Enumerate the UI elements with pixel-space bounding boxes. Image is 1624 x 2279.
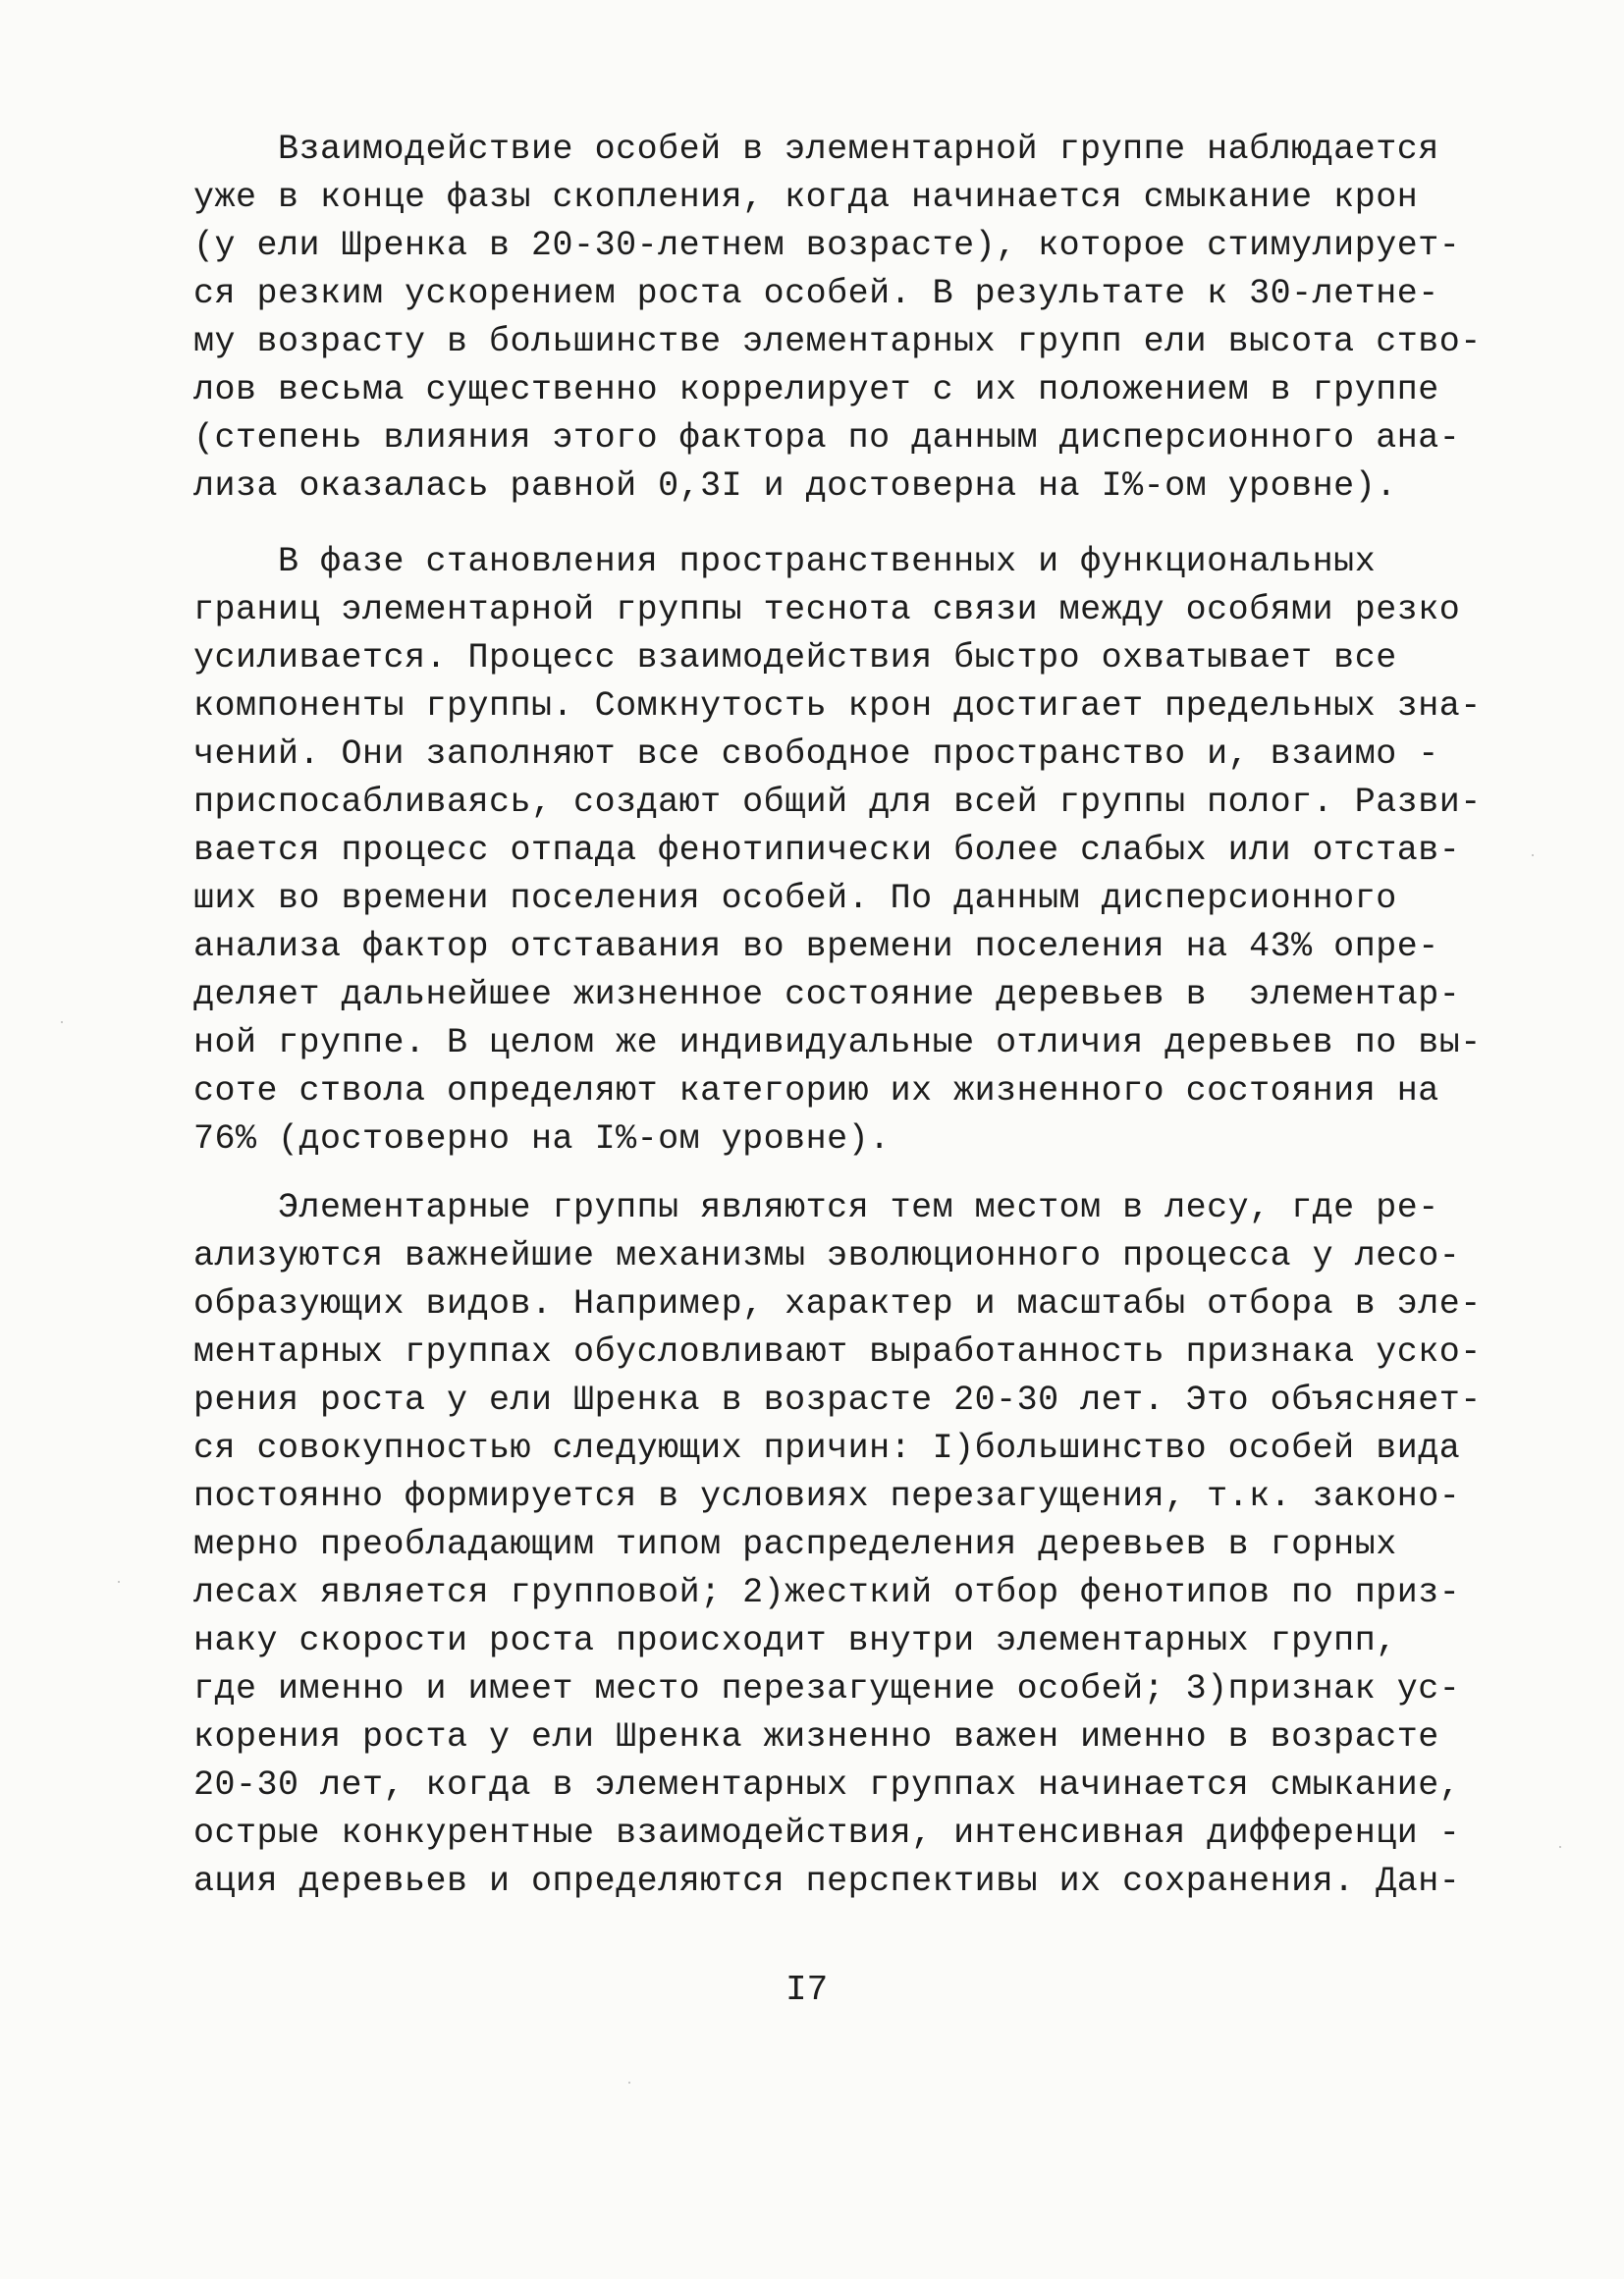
text-line: корения роста у ели Шренка жизненно важен именно в возрасте — [193, 1717, 1439, 1757]
scan-speck — [61, 1021, 63, 1023]
text-line: компоненты группы. Сомкнутость крон достигает предельных зна- — [193, 686, 1482, 726]
text-line: анализа фактор отставания во времени поселения на 43% опре- — [193, 927, 1439, 966]
text-line: ся резким ускорением роста особей. В результате к 30-летне- — [193, 274, 1439, 313]
text-line: лов весьма существенно коррелирует с их положением в группе — [193, 370, 1439, 409]
text-line: Элементарные группы являются тем местом в лесу, где ре- — [193, 1188, 1439, 1227]
scan-speck — [628, 2082, 630, 2084]
text-line: ся совокупностью следующих причин: I)большинство особей вида — [193, 1429, 1461, 1468]
text-line: уже в конце фазы скопления, когда начинается смыкание крон — [193, 178, 1419, 217]
text-line: ализуются важнейшие механизмы эволюционного процесса у лесо- — [193, 1236, 1461, 1275]
text-line: му возрасту в большинстве элементарных групп ели высота ство- — [193, 322, 1482, 361]
text-line: усиливается. Процесс взаимодействия быстро охватывает все — [193, 638, 1397, 678]
scan-speck — [118, 1581, 120, 1583]
text-line: вается процесс отпада фенотипически более слабых или отстав- — [193, 831, 1461, 870]
text-line: соте ствола определяют категорию их жизненного состояния на — [193, 1071, 1439, 1111]
text-line: ация деревьев и определяются перспективы их сохранения. Дан- — [193, 1862, 1461, 1901]
text-line: наку скорости роста происходит внутри элементарных групп, — [193, 1621, 1397, 1660]
text-line: лесах является групповой; 2)жесткий отбор фенотипов по приз- — [193, 1573, 1461, 1612]
text-line: ших во времени поселения особей. По данным дисперсионного — [193, 879, 1397, 918]
text-line: 76% (достоверно на I%-ом уровне). — [193, 1119, 891, 1159]
page-number: I7 — [785, 1970, 829, 2010]
scan-speck — [1559, 1846, 1561, 1848]
text-line: мерно преобладающим типом распределения деревьев в горных — [193, 1525, 1397, 1564]
text-line: постоянно формируется в условиях перезагущения, т.к. законо- — [193, 1477, 1461, 1516]
text-line: где именно и имеет место перезагущение особей; 3)признак ус- — [193, 1669, 1461, 1709]
text-line: приспосабливаясь, создают общий для всей группы полог. Разви- — [193, 783, 1482, 822]
text-line: границ элементарной группы теснота связи между особями резко — [193, 590, 1461, 629]
text-line: (степень влияния этого фактора по данным дисперсионного ана- — [193, 418, 1461, 458]
text-line: острые конкурентные взаимодействия, интенсивная дифференци - — [193, 1814, 1461, 1853]
text-line: образующих видов. Например, характер и масштабы отбора в эле- — [193, 1284, 1482, 1324]
text-line: ментарных группах обусловливают выработанность признака уско- — [193, 1332, 1482, 1372]
text-line: Взаимодействие особей в элементарной группе наблюдается — [193, 130, 1439, 169]
text-line: деляет дальнейшее жизненное состояние деревьев в элементар- — [193, 975, 1461, 1014]
text-line: ной группе. В целом же индивидуальные отличия деревьев по вы- — [193, 1023, 1482, 1062]
text-line: 20-30 лет, когда в элементарных группах начинается смыкание, — [193, 1765, 1461, 1805]
scan-speck — [1532, 854, 1534, 856]
text-line: рения роста у ели Шренка в возрасте 20-30 лет. Это объясняет- — [193, 1381, 1482, 1420]
text-line: чений. Они заполняют все свободное пространство и, взаимо - — [193, 734, 1439, 774]
text-line: лиза оказалась равной 0,3I и достоверна на I%-ом уровне). — [193, 466, 1397, 506]
text-line: (у ели Шренка в 20-30-летнем возрасте), которое стимулирует- — [193, 226, 1461, 265]
text-line: В фазе становления пространственных и функциональных — [193, 542, 1377, 581]
